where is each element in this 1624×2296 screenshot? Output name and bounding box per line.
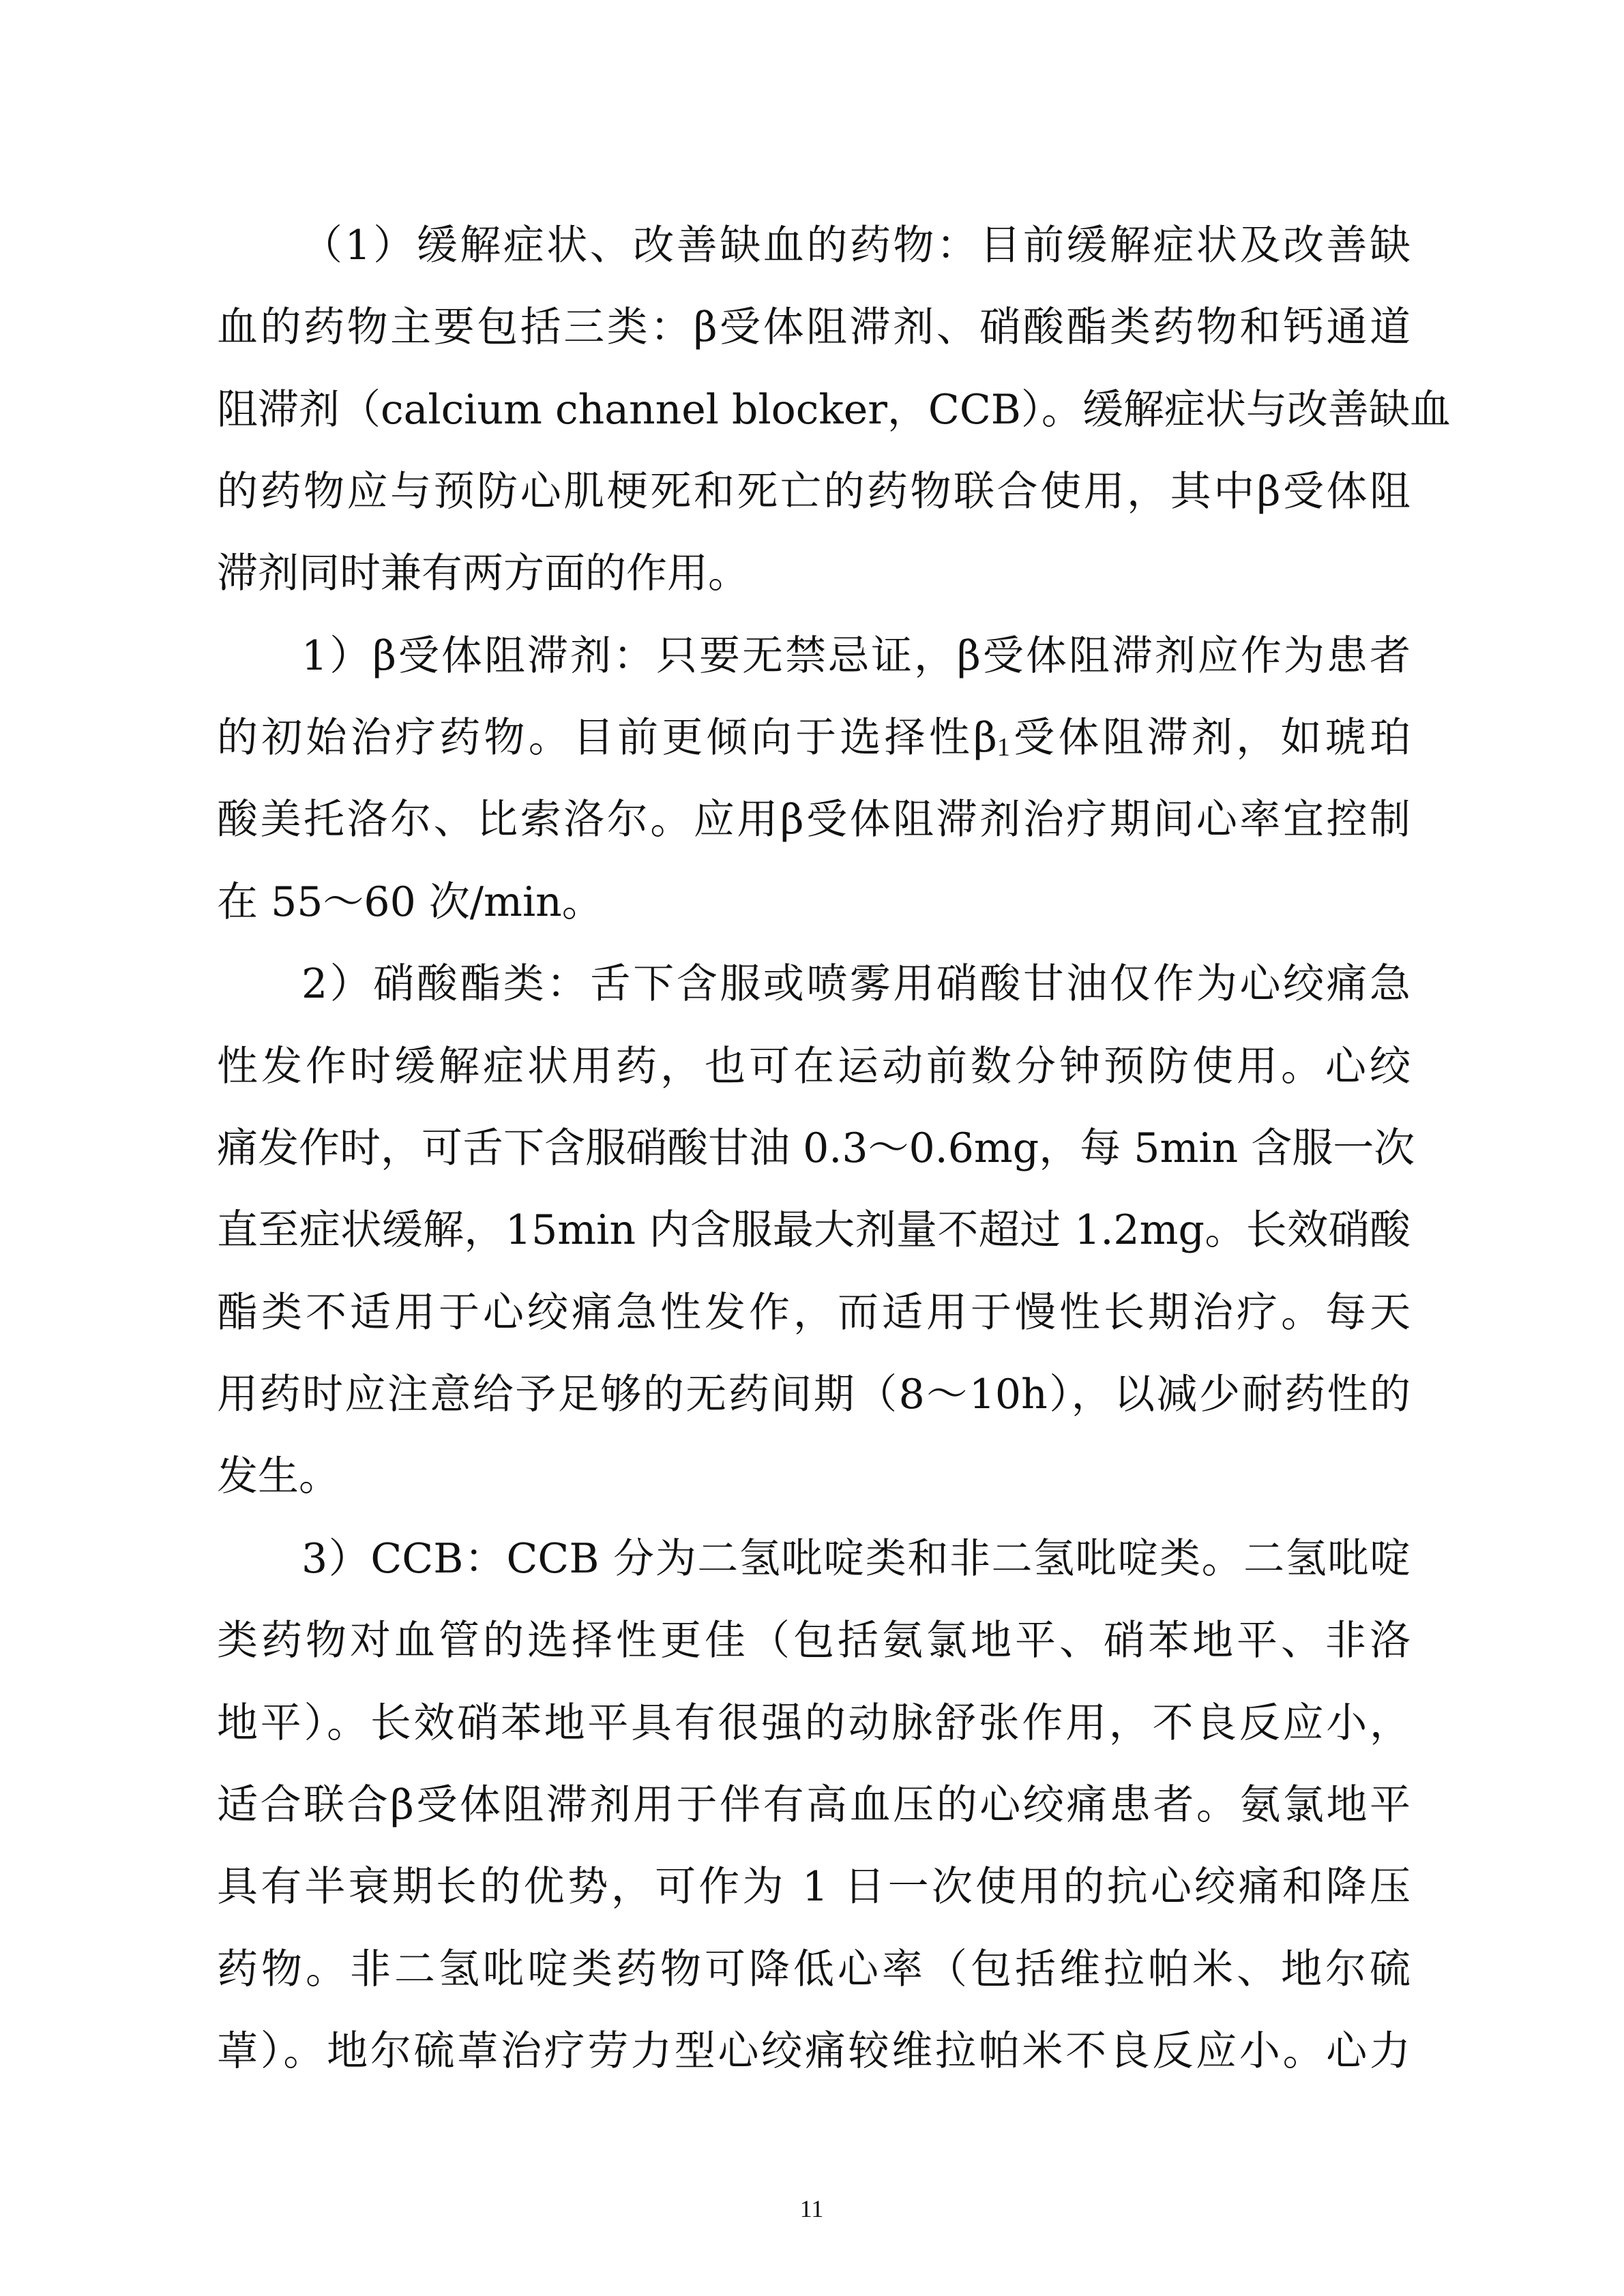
text-line-with-subscript	[217, 714, 1411, 796]
text-segment: 的初始治疗药物。目前更倾向于选择性β	[217, 714, 997, 762]
text-line: 阻滞剂（calcium channel blocker，CCB）。缓解症状与改善缺血	[217, 386, 1451, 434]
subscript: 1	[996, 733, 1010, 762]
text-line: 酯类不适用于心绞痛急性发作，而适用于慢性长期治疗。每天	[217, 1289, 1411, 1337]
text-line: 地平）。长效硝苯地平具有很强的动脉舒张作用，不良反应小，	[217, 1699, 1411, 1747]
text-line: 1）β受体阻滞剂：只要无禁忌证，β受体阻滞剂应作为患者	[301, 632, 1411, 680]
text-line: 酸美托洛尔、比索洛尔。应用β受体阻滞剂治疗期间心率宜控制	[217, 796, 1411, 844]
text-line: 2）硝酸酯类：舌下含服或喷雾用硝酸甘油仅作为心绞痛急	[301, 960, 1411, 1008]
text-segment: 受体阻滞剂，如琥珀	[1009, 714, 1411, 762]
text-line: 血的药物主要包括三类：β受体阻滞剂、硝酸酯类药物和钙通道	[217, 303, 1411, 351]
text-line: （1）缓解症状、改善缺血的药物：目前缓解症状及改善缺	[301, 222, 1411, 269]
text-line: 3）CCB：CCB 分为二氢吡啶类和非二氢吡啶类。二氢吡啶	[301, 1535, 1411, 1583]
text-line: 具有半衰期长的优势，可作为 1 日一次使用的抗心绞痛和降压	[217, 1863, 1411, 1911]
text-line: 性发作时缓解症状用药，也可在运动前数分钟预防使用。心绞	[217, 1043, 1411, 1090]
page-number: 11	[799, 2195, 824, 2222]
text-line: 类药物对血管的选择性更佳（包括氨氯地平、硝苯地平、非洛	[217, 1617, 1411, 1665]
text-line: 适合联合β受体阻滞剂用于伴有高血压的心绞痛患者。氨氯地平	[217, 1781, 1411, 1829]
text-line: 药物。非二氢吡啶类药物可降低心率（包括维拉帕米、地尔硫	[217, 1945, 1411, 1993]
text-line: 用药时应注意给予足够的无药间期（8～10h），以减少耐药性的	[217, 1371, 1411, 1418]
text-line: 的药物应与预防心肌梗死和死亡的药物联合使用，其中β受体阻	[217, 468, 1411, 516]
text-line: 直至症状缓解，15min 内含服最大剂量不超过 1.2mg。长效硝酸	[217, 1206, 1411, 1254]
text-line: 滞剂同时兼有两方面的作用。	[217, 550, 749, 597]
text-line: 䓬）。地尔硫䓬治疗劳力型心绞痛较维拉帕米不良反应小。心力	[217, 2027, 1411, 2075]
text-line: 痛发作时，可舌下含服硝酸甘油 0.3～0.6mg，每 5min 含服一次	[217, 1124, 1415, 1172]
text-line: 在 55～60 次/min。	[217, 878, 603, 926]
text-line: 发生。	[217, 1452, 340, 1500]
